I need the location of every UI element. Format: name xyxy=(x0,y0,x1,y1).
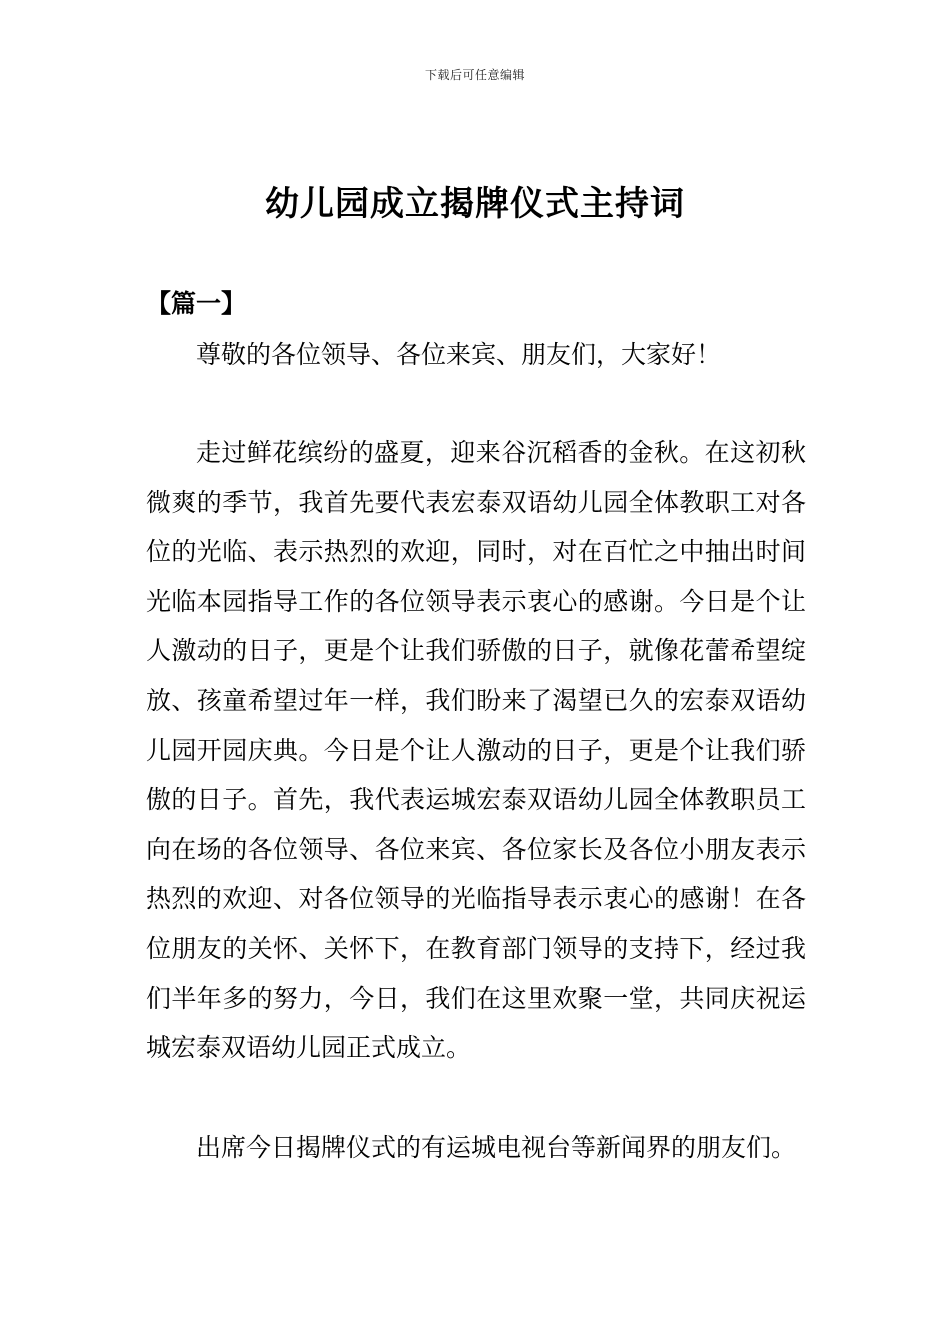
paragraph-body: 走过鲜花缤纷的盛夏，迎来谷沉稻香的金秋。在这初秋微爽的季节，我首先要代表宏泰双语幼儿园全体教职工对各位的光临、表示热烈的欢迎，同时，对在百忙之中抽出时间光临本园指导工作的各位领导表示衷心的感谢。今日是个让人激动的日子，更是个让我们骄傲的日子，就像花蕾希望绽放、孩童希望过年一样，我们盼来了渴望已久的宏泰双语幼儿园开园庆典。今日是个让人激动的日子，更是个让我们骄傲的日子。首先，我代表运城宏泰双语幼儿园全体教职员工向在场的各位领导、各位来宾、各位家长及各位小朋友表示热烈的欢迎、对各位领导的光临指导表示衷心的感谢！在各位朋友的关怀、关怀下，在教育部门领导的支持下，经过我们半年多的努力，今日，我们在这里欢聚一堂，共同庆祝运城宏泰双语幼儿园正式成立。 xyxy=(146,438,806,1063)
document-title: 幼儿园成立揭牌仪式主持词 xyxy=(265,184,685,224)
section-label: 【篇一】 xyxy=(146,289,247,318)
paragraph-guests: 出席今日揭牌仪式的有运城电视台等新闻界的朋友们。 xyxy=(196,1133,797,1162)
header-note: 下载后可任意编辑 xyxy=(424,68,525,82)
paragraph-greeting: 尊敬的各位领导、各位来宾、朋友们，大家好！ xyxy=(196,340,722,369)
